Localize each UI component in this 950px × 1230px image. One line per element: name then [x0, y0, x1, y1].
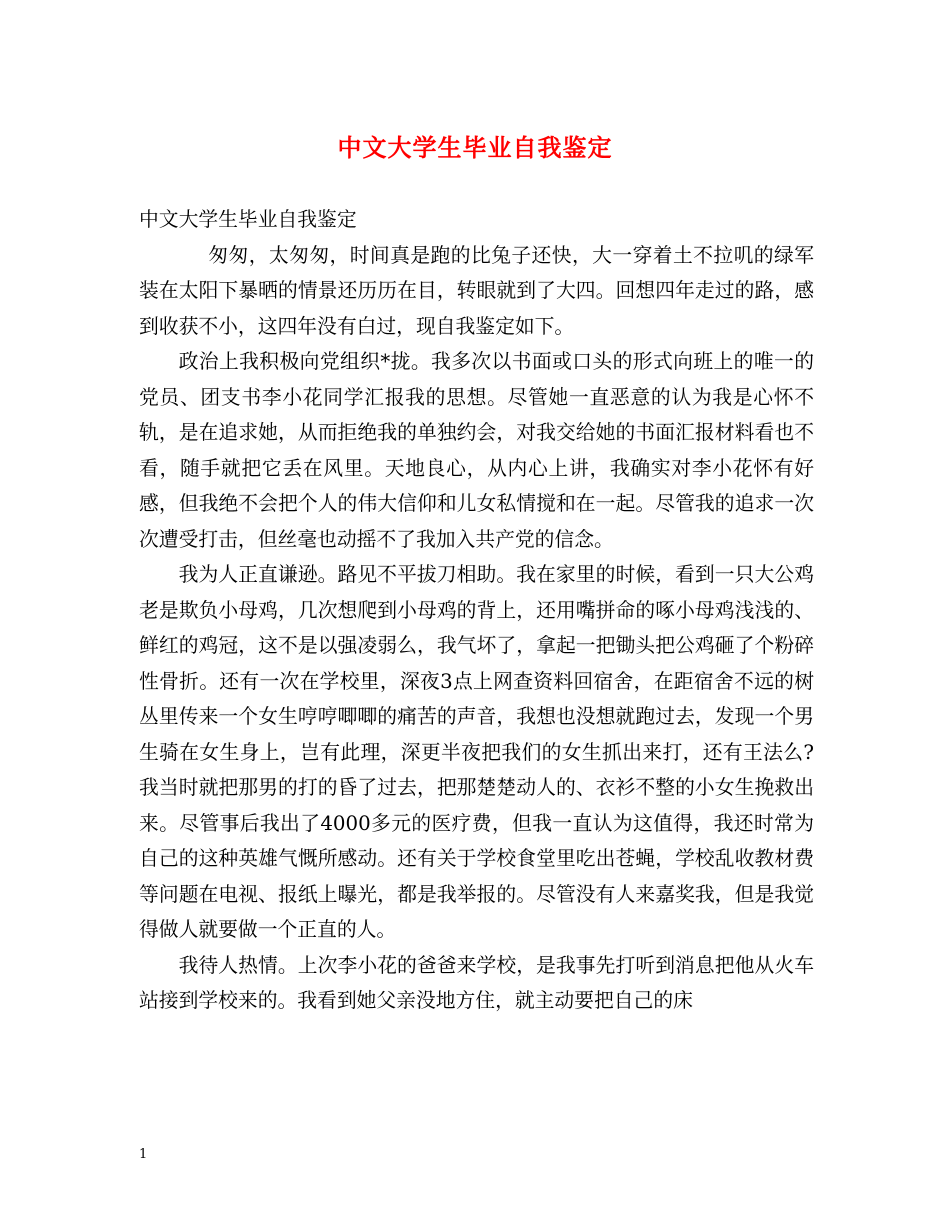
- document-subtitle: 中文大学生毕业自我鉴定: [139, 208, 357, 231]
- paragraph-integrity: 我为人正直谦逊。路见不平拔刀相助。我在家里的时候，看到一只大公鸡老是欺负小母鸡，几次想爬到小母鸡的背上，还用嘴拼命的啄小母鸡浅浅的、鲜红的鸡冠，这不是以强凌弱么，我气坏了，拿起一把锄头把公鸡砸了个粉碎性骨折。还有一次在学校里，深夜3点上网查资料回宿舍，在距宿舍不远的树丛里传来一个女生哼哼唧唧的痛苦的声音，我想也没想就跑过去，发现一个男生骑在女生身上，岂有此理，深更半夜把我们的女生抓出来打，还有王法么?我当时就把那男的打的昏了过去，把那楚楚动人的、衣衫不整的小女生挽救出来。尽管事后我出了4000多元的医疗费，但我一直认为这值得，我还时常为自己的这种英雄气慨所感动。还有关于学校食堂里吃出苍蝇，学校乱收教材费等问题在电视、报纸上曝光，都是我举报的。尽管没有人来嘉奖我，但是我觉得做人就要做一个正直的人。: [139, 563, 814, 941]
- page-number: 1: [139, 1147, 148, 1162]
- paragraph-hospitality: 我待人热情。上次李小花的爸爸来学校，是我事先打听到消息把他从火车站接到学校来的。我看到她父亲没地方住，就主动要把自己的床: [139, 953, 814, 1012]
- document-title: 中文大学生毕业自我鉴定: [337, 133, 613, 162]
- paragraph-politics: 政治上我积极向党组织*拢。我多次以书面或口头的形式向班上的唯一的党员、团支书李小花同学汇报我的思想。尽管她一直恶意的认为我是心怀不轨，是在追求她，从而拒绝我的单独约会，对我交给她的书面汇报材料看也不看，随手就把它丢在风里。天地良心，从内心上讲，我确实对李小花怀有好感，但我绝不会把个人的伟大信仰和儿女私情搅和在一起。尽管我的追求一次次遭受打击，但丝毫也动摇不了我加入共产党的信念。: [139, 350, 814, 551]
- document-body: [139, 202, 814, 1019]
- paragraph-intro: 匆匆，太匆匆，时间真是跑的比兔子还快，大一穿着土不拉叽的绿军装在太阳下暴晒的情景还历历在目，转眼就到了大四。回想四年走过的路，感到收获不小，这四年没有白过，现自我鉴定如下。: [139, 243, 814, 338]
